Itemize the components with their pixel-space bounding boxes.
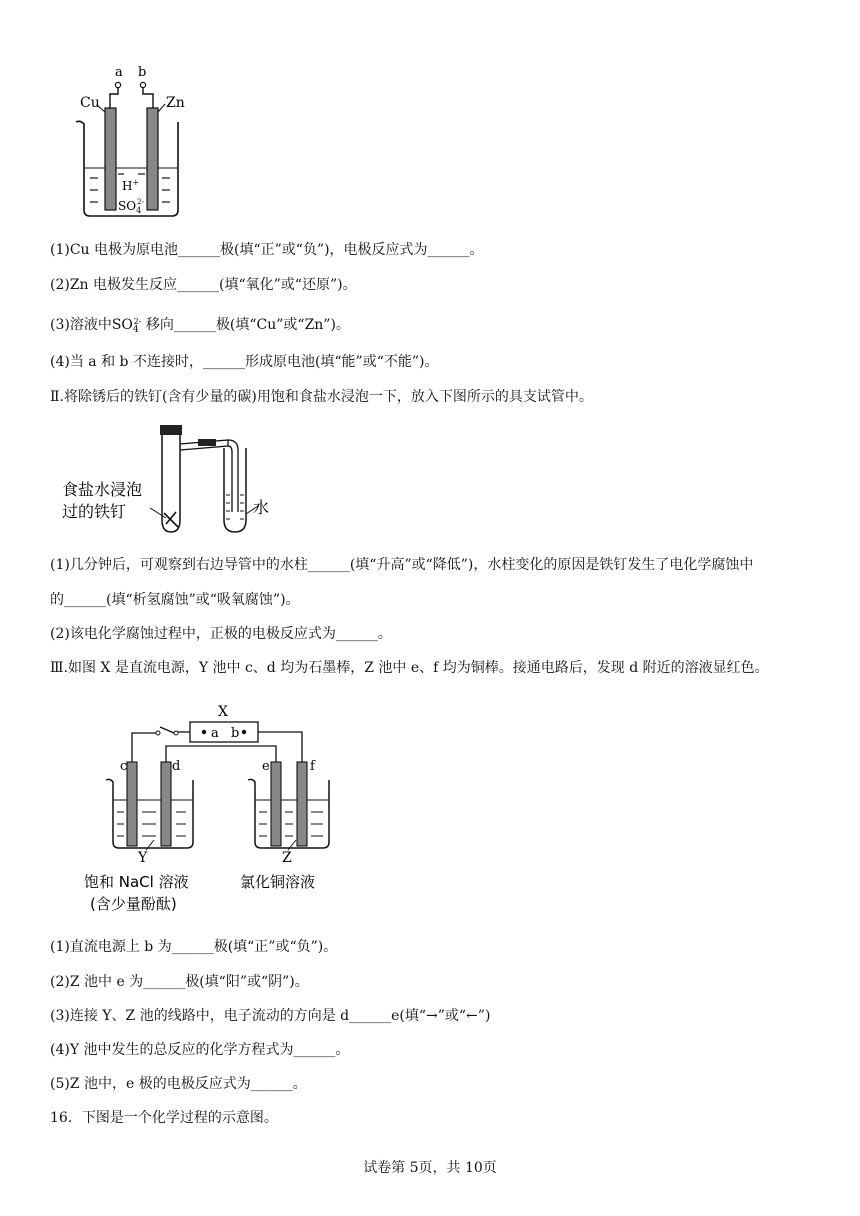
part3-question-1: (1)直流电源上 b 为______极(填“正”或“负”)。 [50, 939, 338, 955]
power-source-label: X [218, 704, 228, 720]
cell-y-caption-line1: 饱和 NaCl 溶液 [84, 873, 189, 891]
terminal-a-label: a [115, 65, 123, 80]
question-16: 16．下图是一个化学过程的示意图。 [50, 1110, 278, 1126]
electrode-e-label: e [262, 759, 270, 774]
cell-y-caption-line2: (含少量酚酞) [90, 895, 177, 913]
electrode-e [271, 762, 281, 846]
electrode-d-label: d [172, 759, 181, 774]
cell-z-label: Z [282, 850, 292, 866]
part2-question-2: (2)该电化学腐蚀过程中，正极的电极反应式为______。 [50, 626, 392, 642]
sulfate-subscript: 4 [132, 325, 139, 335]
part2-question-1-line1: (1)几分钟后，可观察到右边导管中的水柱______(填“升高”或“降低”)，水柱变化的原因是铁钉发生了电化学腐蚀中 [50, 557, 754, 573]
part3-intro: Ⅲ.如图 X 是直流电源，Y 池中 c、d 均为石墨棒，Z 池中 e、f 均为铜棒。接通电路后，发现 d 附近的溶液显红色。 [50, 660, 769, 676]
power-source [190, 722, 258, 742]
electrode-c-label: c [120, 759, 128, 774]
part1-question-1: (1)Cu 电极为原电池______极(填“正”或“负”)，电极反应式为______。 [50, 242, 484, 258]
part1-question-3 [50, 313, 350, 339]
q3-suffix: 移向______极(填“Cu”或“Zn”)。 [145, 317, 350, 333]
part2-question-1-line2: 的______(填“析氢腐蚀”或“吸氧腐蚀”)。 [50, 592, 300, 608]
iron-nail-label-line2: 过的铁钉 [62, 502, 127, 521]
q3-prefix: (3)溶液中 [50, 317, 112, 333]
electrode-d [161, 762, 171, 846]
part1-question-2: (2)Zn 电极发生反应______(填“氧化”或“还原”)。 [50, 277, 357, 293]
terminal-b-label: b [138, 65, 147, 80]
water-label: 水 [253, 498, 270, 517]
part3-question-5: (5)Z 池中，e 极的电极反应式为______。 [50, 1076, 307, 1092]
cu-electrode-label: Cu [80, 95, 100, 111]
part3-question-2: (2)Z 池中 e 为______极(填“阳”或“阴”)。 [50, 974, 309, 990]
iron-corrosion-figure [60, 420, 290, 535]
electrode-f [297, 762, 307, 846]
part2-intro: Ⅱ.将除锈后的铁钉(含有少量的碳)用饱和食盐水浸泡一下，放入下图所示的具支试管中。 [50, 389, 593, 405]
galvanic-cell-figure [70, 60, 200, 220]
zn-electrode [147, 108, 158, 210]
part1-question-4: (4)当 a 和 b 不连接时，______形成原电池(填“能”或“不能”)。 [50, 354, 439, 370]
sulfate-ion-label: $SO_42-$ [118, 198, 144, 215]
cu-electrode [105, 108, 116, 210]
terminal-a-label: a [211, 726, 219, 741]
electrode-f-label: f [310, 759, 315, 774]
h-ion-label: H+ [122, 178, 140, 193]
cell-z-caption: 氯化铜溶液 [240, 873, 316, 891]
iron-nail-label-line1: 食盐水浸泡 [62, 480, 143, 499]
part3-question-3: (3)连接 Y、Z 池的线路中，电子流动的方向是 d______e(填“→”或“←”) [50, 1008, 491, 1024]
terminal-b-label: b [231, 726, 240, 741]
cell-y-label: Y [138, 850, 148, 866]
electrode-c [127, 762, 137, 846]
zn-electrode-label: Zn [166, 95, 185, 111]
page-footer: 试卷第 5页，共 10页 [363, 1160, 497, 1176]
switch-icon [174, 731, 178, 735]
iron-nail-icon [164, 512, 178, 527]
sulfate-superscript: 2- [133, 317, 142, 326]
electrolysis-figure [80, 700, 340, 920]
part3-question-4: (4)Y 池中发生的总反应的化学方程式为______。 [50, 1042, 350, 1058]
sulfate-formula: SO [111, 317, 133, 333]
